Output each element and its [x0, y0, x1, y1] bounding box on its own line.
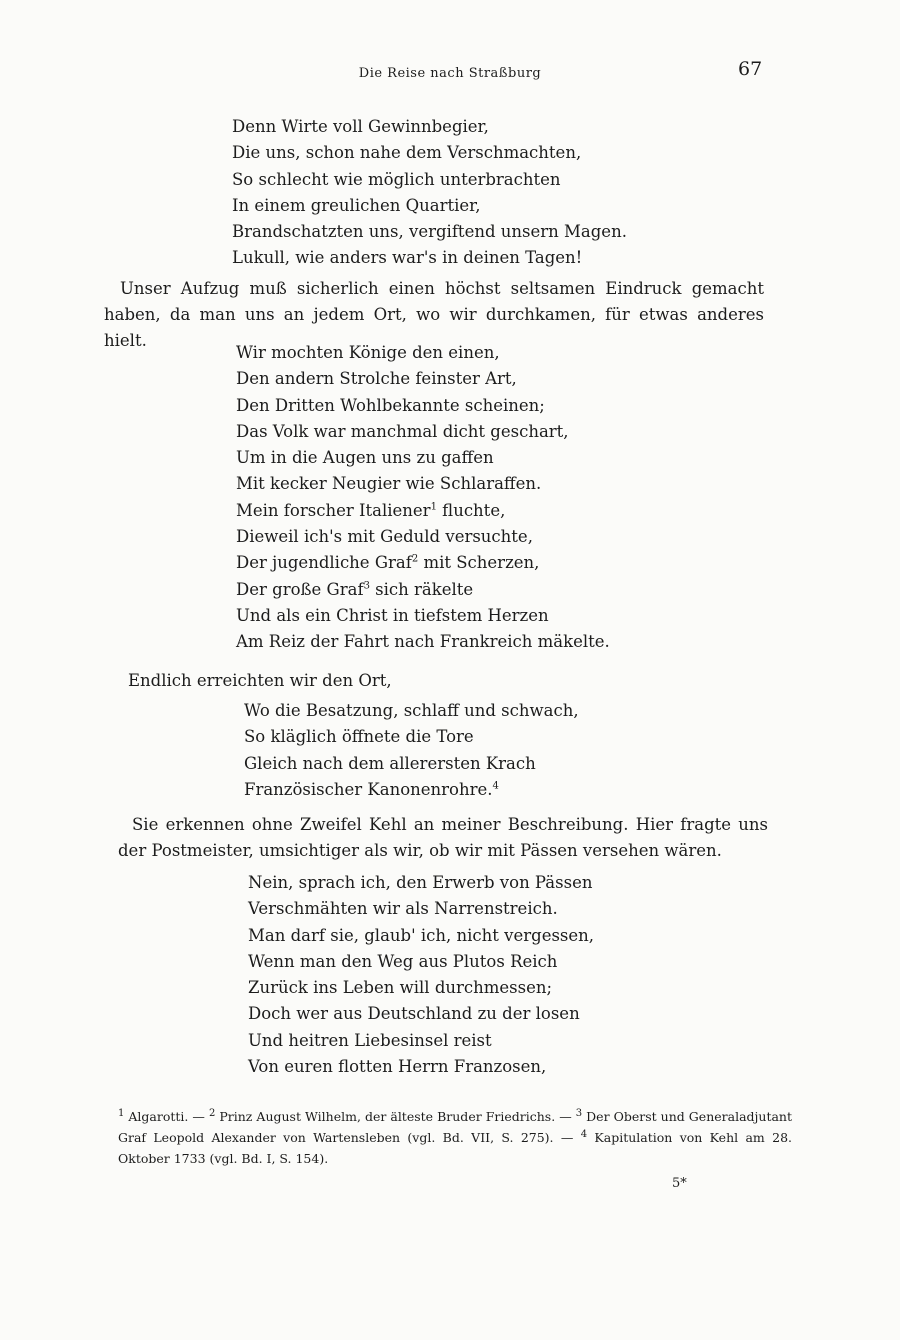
verse-line: Lukull, wie anders war's in deinen Tagen! [232, 248, 583, 268]
verse-text: fluchte, [436, 500, 506, 520]
verse-text: Französischer Kanonenrohre. [244, 779, 493, 799]
verse-stanza-1 [232, 114, 627, 272]
footnote-number: 1 [118, 1107, 125, 1119]
footnote-number: 3 [575, 1107, 583, 1119]
verse-line: Verschmähten wir als Narrenstreich. [248, 899, 558, 919]
verse-line: Den Dritten Wohlbekannte scheinen; [236, 395, 545, 415]
verse-line: Und heitren Liebesinsel reist [248, 1030, 492, 1050]
verse-line: Um in die Augen uns zu gaffen [236, 448, 494, 468]
verse-line: Die uns, schon nahe dem Verschmachten, [232, 143, 582, 163]
footnote-number: 2 [208, 1107, 216, 1119]
footnote-text: Algarotti. — [124, 1109, 209, 1124]
verse-line: Den andern Strolche feinster Art, [236, 369, 517, 389]
verse-line: Wo die Besatzung, schlaff und schwach, [244, 701, 579, 720]
verse-text: Der große Graf [236, 579, 364, 599]
footnote-marker: 2 [411, 553, 419, 565]
footnote-marker: 4 [492, 780, 499, 792]
page-number: 67 [738, 58, 763, 80]
verse-line: Und als ein Christ in tiefstem Herzen [236, 605, 549, 625]
verse-stanza-3 [244, 698, 579, 803]
footnote-text: Kapitulation von Kehl am 28. Oktober 1733 (vgl. Bd. I, S. 154). [118, 1130, 792, 1166]
footnotes [118, 1106, 792, 1169]
footnote-marker: 1 [430, 501, 437, 513]
verse-line: Denn Wirte voll Gewinnbegier, [232, 117, 489, 136]
verse-line: Nein, sprach ich, den Erwerb von Pässen [248, 873, 593, 892]
prose-paragraph-2: Endlich erreichten wir den Ort, [128, 671, 392, 690]
verse-line: Brandschatzten uns, vergiftend unsern Magen. [232, 222, 627, 242]
verse-text: Der jugendliche Graf [236, 553, 412, 573]
signature-mark: 5* [672, 1176, 687, 1191]
verse-stanza-2 [236, 340, 610, 656]
verse-line: Das Volk war manchmal dicht geschart, [236, 421, 569, 441]
verse-line [236, 577, 610, 603]
verse-line [244, 777, 579, 803]
verse-text: Mein forscher Italiener [236, 500, 431, 520]
verse-line: Man darf sie, glaub' ich, nicht vergessen, [248, 925, 595, 945]
verse-text: mit Scherzen, [418, 553, 540, 573]
footnote-text: Der Oberst und Generaladjutant Graf Leopold Alexander von Wartensleben (vgl. Bd. VII, S. 275). — [118, 1109, 792, 1145]
verse-line: Am Reiz der Fahrt nach Frankreich mäkelte. [236, 632, 610, 652]
verse-line: Doch wer aus Deutschland zu der losen [248, 1004, 580, 1024]
verse-line: Mit kecker Neugier wie Schlaraffen. [236, 474, 542, 494]
verse-line [236, 550, 610, 576]
running-head: Die Reise nach Straßburg [358, 66, 542, 81]
verse-line: So schlecht wie möglich unterbrachten [232, 169, 561, 189]
prose-paragraph-1: Unser Aufzug muß sicherlich einen höchst seltsamen Eindruck gemacht haben, da man uns an jedem Ort, wo wir durchkamen, für etwas anderes hielt. [104, 279, 764, 350]
verse-stanza-4 [248, 870, 594, 1080]
footnote-number: 4 [580, 1128, 588, 1140]
verse-line: Zurück ins Leben will durchmessen; [248, 978, 553, 998]
footnote-marker: 3 [363, 580, 370, 592]
verse-line: Wir mochten Könige den einen, [236, 343, 500, 362]
verse-line: In einem greulichen Quartier, [232, 195, 481, 215]
footnote-text: Prinz August Wilhelm, der älteste Bruder Friedrichs. — [215, 1109, 576, 1124]
prose-paragraph-3: Sie erkennen ohne Zweifel Kehl an meiner Beschreibung. Hier fragte uns der Postmeister, umsichtiger als wir, ob wir mit Pässen versehen wären. [118, 815, 768, 860]
verse-line: Dieweil ich's mit Geduld versuchte, [236, 527, 533, 547]
verse-line: Gleich nach dem allerersten Krach [244, 753, 536, 773]
verse-text: sich räkelte [369, 579, 474, 599]
verse-line [236, 498, 610, 524]
verse-line: Wenn man den Weg aus Plutos Reich [248, 951, 558, 971]
verse-line: Von euren flotten Herrn Franzosen, [248, 1057, 547, 1077]
verse-line: So kläglich öffnete die Tore [244, 727, 474, 747]
